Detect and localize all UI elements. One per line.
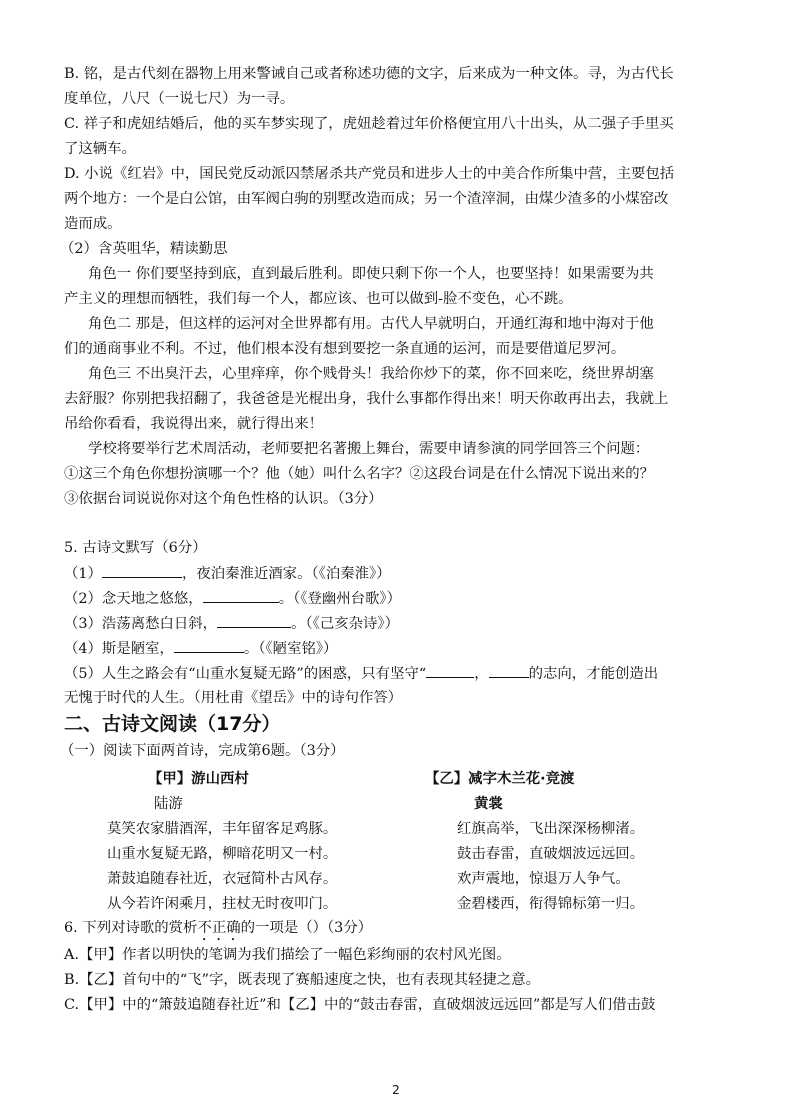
answer-blank[interactable]	[489, 663, 529, 678]
poem-a-author: 陆游	[154, 796, 183, 812]
option-d-line-2: 两个地方：一个是白公馆，由军阀白驹的别墅改造而成；另一个渣滓洞，由煤少渣多的小煤窑改	[64, 191, 669, 207]
emphasized-text: 不正确	[197, 920, 241, 936]
poem-a-title: 【甲】游山西村	[148, 771, 249, 787]
item-1-prefix: （1）	[64, 566, 102, 582]
option-d-line-3: 造而成。	[64, 216, 122, 232]
poem-b-title: 【乙】减字木兰花·竞渡	[425, 771, 575, 787]
role-two-line-1: 角色二 那是，但这样的运河对全世界都有用。古代人早就明白，开通红海和地中海对于他	[88, 316, 654, 332]
option-c-line-2: 了这辆车。	[64, 141, 136, 157]
poem-b-line: 红旗高举，飞出深深杨柳渚。	[457, 821, 645, 837]
stem-text: 6. 下列对诗歌的赏析	[64, 920, 198, 936]
answer-blank[interactable]	[217, 613, 291, 628]
question-6-stem	[64, 918, 372, 944]
item-3-text: （3）浩荡离愁白日斜，	[64, 616, 218, 632]
option-b-line-1: B. 铭，是古代刻在器物上用来警诫自己或者称述功德的文字，后来成为一种文体。寻，为古代长	[64, 66, 674, 82]
stem-suffix: 的一项是（）（3分）	[240, 920, 373, 936]
role-three-line-3: 吊给你看看，我说得出来，就行得出来！	[64, 416, 324, 432]
answer-blank[interactable]	[174, 638, 244, 653]
item-5-comma: ，	[474, 666, 489, 682]
poem-a-line: 萧鼓追随春社近，衣冠简朴古风存。	[107, 871, 338, 887]
task-line-2: ①这三个角色你想扮演哪一个？他（她）叫什么名字？②这段台词是在什么情况下说出来的？	[64, 466, 655, 482]
poem-b-line: 鼓击春雷，直破烟波远远回。	[457, 846, 645, 862]
option-b-line-2: 度单位，八尺（一说七尺）为一寻。	[64, 91, 295, 107]
item-2-text: （2）念天地之悠悠，	[64, 591, 203, 607]
question-5-item-5	[64, 663, 658, 684]
role-one-line-2: 产主义的理想而牺牲，我们每一个人，都应该、也可以做到-脸不变色，心不跳。	[64, 291, 573, 307]
item-1-text: ，夜泊秦淮近酒家。（《泊秦淮》）	[181, 566, 391, 582]
answer-blank[interactable]	[102, 563, 182, 578]
role-two-line-2: 们的通商事业不利。不过，他们根本没有想到要挖一条直通的运河，而是要借道尼罗河。	[64, 341, 626, 357]
question-5-title: 5. 古诗文默写（6分）	[64, 540, 207, 556]
item-4-source: 。（《陋室铭》）	[243, 641, 338, 657]
item-3-source: 。（《己亥杂诗》）	[291, 616, 399, 632]
poem-a-line: 莫笑农家腊酒浑，丰年留客足鸡豚。	[107, 821, 338, 837]
option-c-line-1: C. 祥子和虎妞结婚后，他的买车梦实现了，虎妞趁着过年价格便宜用八十出头，从二强子手里买	[64, 116, 674, 132]
poem-b-author: 黄裳	[474, 796, 503, 812]
page-number: 2	[392, 1083, 400, 1097]
part-two-intro: （一）阅读下面两首诗，完成第6题。（3分）	[60, 743, 345, 759]
poem-b-line: 欢声震地，惊退万人争气。	[457, 871, 630, 887]
answer-blank[interactable]	[426, 663, 474, 678]
role-three-line-1: 角色三 不出臭汗去，心里痒痒，你个贱骨头！我给你炒下的菜，你不回来吃，绕世界胡塞	[88, 366, 654, 382]
item-5-suffix: 的志向，才能创造出	[528, 666, 659, 682]
question-6-option-b: B.【乙】首句中的“飞”字，既表现了赛船速度之快，也有表现其轻捷之意。	[64, 972, 540, 988]
part-two-heading: 二、古诗文阅读（17分）	[64, 713, 281, 735]
item-4-text: （4）斯是陋室，	[64, 641, 174, 657]
task-line-1: 学校将要举行艺术周活动，老师要把名著搬上舞台，需要申请参演的同学回答三个问题：	[88, 441, 650, 457]
poem-a-line: 从今若许闲乘月，拄杖无时夜叩门。	[107, 896, 338, 912]
question-5-item-2	[64, 588, 401, 609]
poem-b-line: 金碧楼西，衔得锦标第一归。	[457, 896, 645, 912]
question-5-item-4	[64, 638, 337, 659]
question-6-option-a: A.【甲】作者以明快的笔调为我们描绘了一幅色彩绚丽的农村风光图。	[64, 947, 511, 963]
role-three-line-2: 去舒服？你别把我招翻了，我爸爸是光棍出身，我什么事都作得出来！明天你敢再出去，我就上	[64, 391, 669, 407]
subsection-title: （2）含英咀华，精读勤思	[60, 241, 228, 257]
role-one-line-1: 角色一 你们要坚持到底，直到最后胜利。即使只剩下你一个人，也要坚持！如果需要为共	[88, 266, 654, 282]
option-d-line-1: D. 小说《红岩》中，国民党反动派囚禁屠杀共产党员和进步人士的中美合作所集中营，主要包括	[64, 166, 675, 182]
task-line-3: ③依据台词说说你对这个角色性格的认识。（3分）	[64, 491, 383, 507]
question-5-item-1	[64, 563, 391, 584]
item-5-text: （5）人生之路会有“山重水复疑无路”的困惑，只有坚守“	[64, 666, 427, 682]
answer-blank[interactable]	[203, 588, 279, 603]
question-5-item-5-cont: 无愧于时代的人生。（用杜甫《望岳》中的诗句作答）	[64, 690, 403, 706]
item-2-source: 。（《登幽州台歌》）	[278, 591, 401, 607]
question-5-item-3	[64, 613, 399, 634]
poem-a-line: 山重水复疑无路，柳暗花明又一村。	[107, 846, 338, 862]
question-6-option-c: C.【甲】中的“箫鼓追随春社近”和【乙】中的“鼓击春雷，直破烟波远远回”都是写人们借击鼓	[64, 997, 656, 1013]
